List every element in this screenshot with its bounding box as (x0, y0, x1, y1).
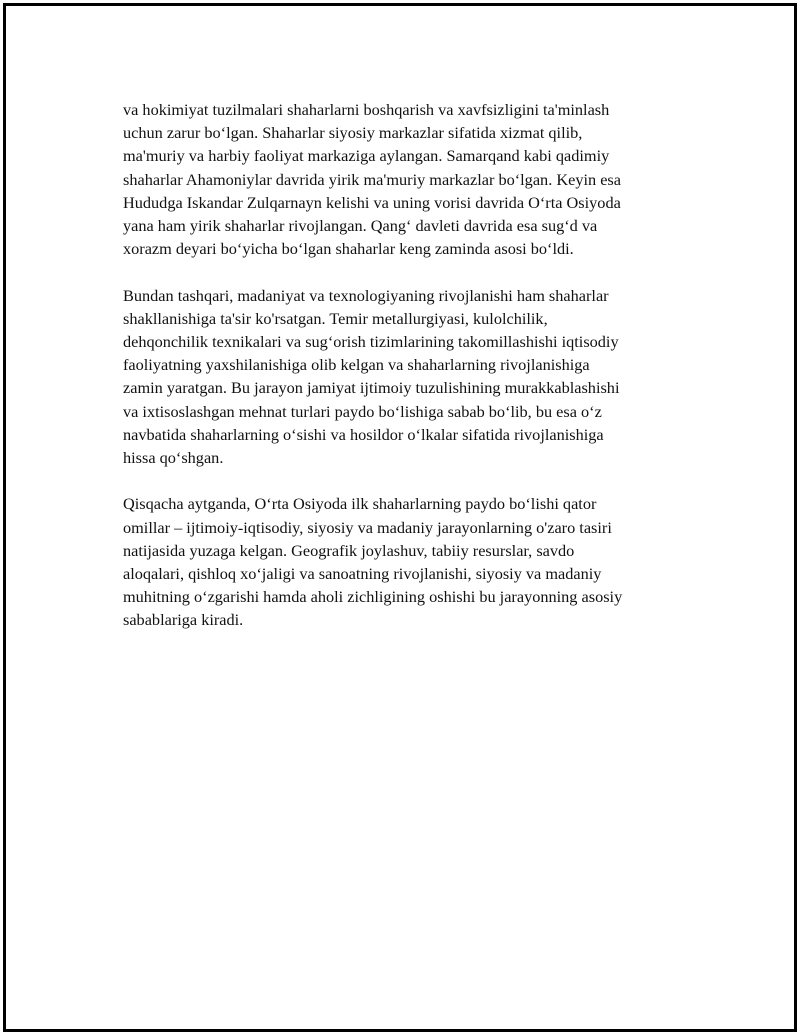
page-frame (3, 3, 797, 1032)
paragraph-2: Bundan tashqari, madaniyat va texnologiyaning rivojlanishi ham shaharlar shakllanishiga ta'sir ko'rsatgan. Temir metallurgiyasi, kulolchilik, dehqonchilik texnikalari va sug‘orish tizimlarining takomillashishi iqtisodiy faoliyatning yaxshilanishiga olib kelgan va shaharlarning rivojlanishiga zamin yaratgan. Bu jarayon jamiyat ijtimoiy tuzulishining murakkablashishi va ixtisoslashgan mehnat turlari paydo bo‘lishiga sabab bo‘lib, bu esa o‘z navbatida shaharlarning o‘sishi va hosildor o‘lkalar sifatida rivojlanishiga hissa qo‘shgan. (123, 285, 620, 468)
document-body (123, 98, 695, 655)
paragraph-1: va hokimiyat tuzilmalari shaharlarni boshqarish va xavfsizligini ta'minlash uchun zarur bo‘lgan. Shaharlar siyosiy markazlar sifatida xizmat qilib, ma'muriy va harbiy faoliyat markaziga aylangan. Samarqand kabi qadimiy shaharlar Ahamoniylar davrida yirik ma'muriy markazlar bo‘lgan. Keyin esa Hududga Iskandar Zulqarnayn kelishi va uning vorisi davrida O‘rta Osiyoda yana ham yirik shaharlar rivojlangan. Qang‘ davleti davrida esa sug‘d va xorazm deyari bo‘yicha bo‘lgan shaharlar keng zaminda asosi bo‘ldi. (123, 100, 621, 259)
paragraph-3: Qisqacha aytganda, O‘rta Osiyoda ilk shaharlarning paydo bo‘lishi qator omillar – ijtimoiy-iqtisodiy, siyosiy va madaniy jarayonlarning o'zaro tasiri natijasida yuzaga kelgan. Geografik joylashuv, tabiiy resurslar, savdo aloqalari, qishloq xo‘jaligi va sanoatning rivojlanishi, siyosiy va madaniy muhitning o‘zgarishi hamda aholi zichligining oshishi bu jarayonning asosiy sabablariga kiradi. (123, 494, 623, 630)
